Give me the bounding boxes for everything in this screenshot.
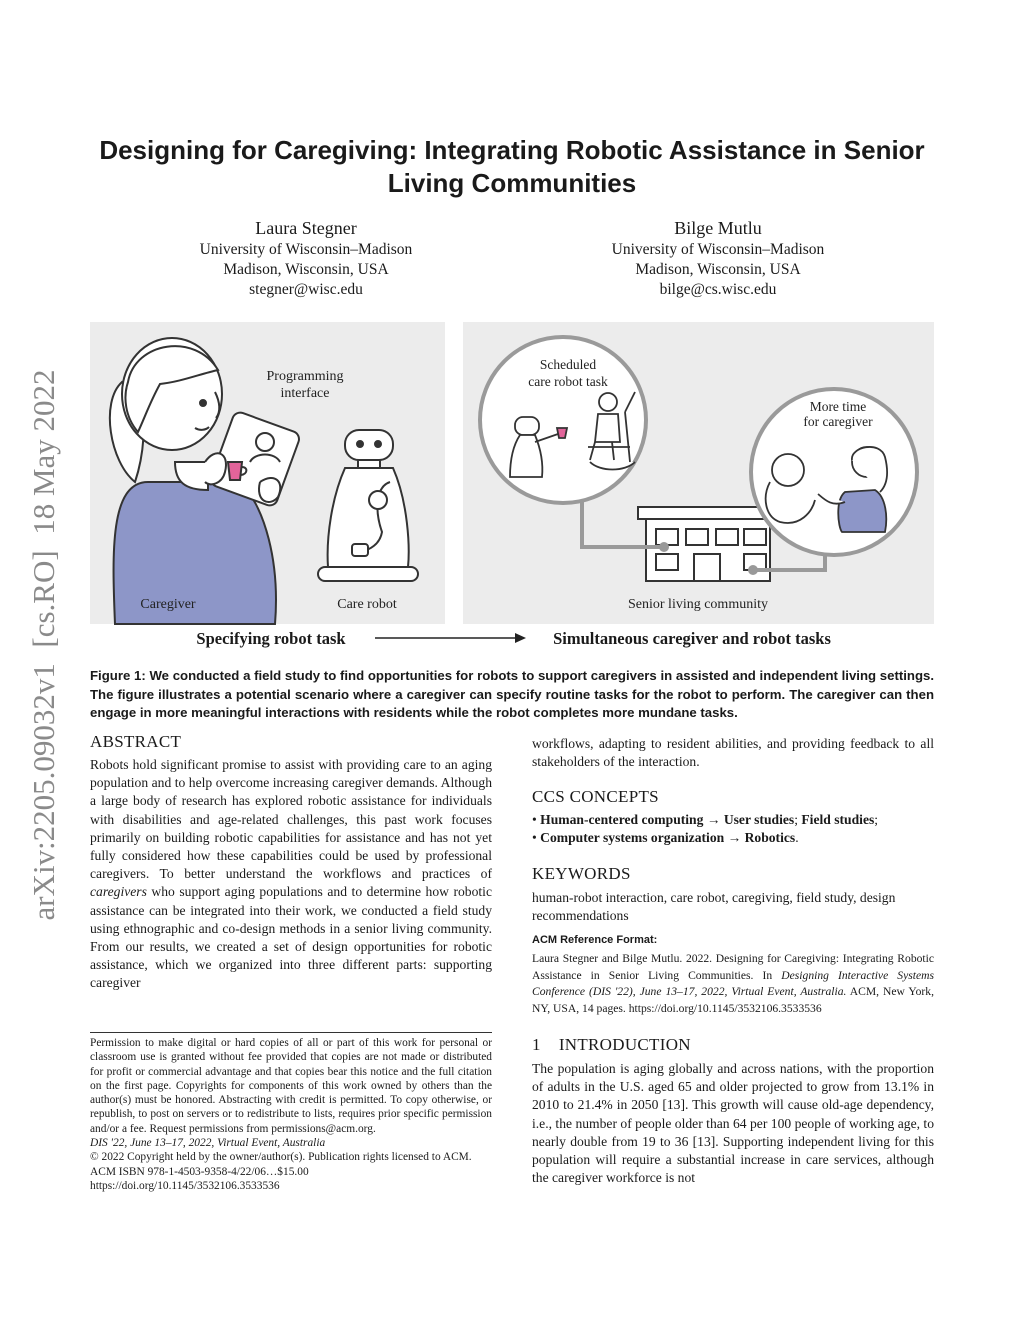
keywords-heading: KEYWORDS bbox=[532, 864, 631, 883]
abstract-text-part: who support aging populations and to determine how robotic assistance can be integrated into their work, we conducted a field study using ethnographic and co-design methods in a senior living community. From our results, we created a set of design opportunities for robotic assistance, which we organized into three different parts: supporting caregiver bbox=[90, 884, 492, 991]
community-label: Senior living community bbox=[628, 597, 768, 612]
acm-ref-part: ACM, New York, NY, USA, 14 pages. https://doi.org/10.1145/3532106.3533536 bbox=[532, 985, 934, 1015]
author-email[interactable]: bilge@cs.wisc.edu bbox=[659, 281, 777, 298]
scheduled-task-label: care robot task bbox=[528, 374, 608, 389]
care-robot-label: Care robot bbox=[337, 597, 397, 612]
section-title: INTRODUCTION bbox=[558, 1035, 691, 1054]
acm-ref-heading: ACM Reference Format: bbox=[532, 934, 658, 946]
venue-text: DIS '22, June 13–17, 2022, Virtual Event, Australia bbox=[90, 1137, 326, 1150]
author-email[interactable]: stegner@wisc.edu bbox=[249, 281, 363, 298]
doi-link[interactable]: https://doi.org/10.1145/3532106.3533536 bbox=[90, 1179, 280, 1192]
author-block-1 bbox=[176, 216, 436, 300]
abstract-heading: ABSTRACT bbox=[90, 732, 182, 751]
ccs-line: • Human-centered computing → User studies; Field studies; bbox=[532, 812, 879, 827]
ccs-term: Robotics bbox=[744, 830, 796, 846]
abstract-continuation: workflows, adapting to resident abilities, and providing feedback to all stakeholders of the interaction. bbox=[532, 736, 934, 770]
author-name: Laura Stegner bbox=[255, 218, 357, 238]
more-time-label: More time bbox=[809, 399, 867, 414]
ccs-term: Computer systems organization bbox=[540, 830, 725, 846]
figure-1 bbox=[90, 322, 934, 654]
author-name: Bilge Mutlu bbox=[674, 218, 762, 238]
acm-ref-text bbox=[532, 951, 934, 1017]
ccs-term: User studies bbox=[723, 812, 795, 827]
abstract-text bbox=[90, 756, 492, 993]
author-affiliation: University of Wisconsin–Madison bbox=[611, 241, 825, 258]
ccs-concepts bbox=[532, 811, 942, 847]
figure-caption: Figure 1: We conducted a field study to find opportunities for robots to support caregivers in assisted and independent living settings. The figure illustrates a potential scenario where a caregiver can specify routine tasks for the robot to perform. The caregiver can then engage in more meaningful interactions with residents while the robot completes more mundane tasks. bbox=[90, 668, 934, 720]
paper-title: Designing for Caregiving: Integrating Robotic Assistance in Senior Living Communities bbox=[99, 135, 925, 198]
simultaneous-tasks-label: Simultaneous caregiver and robot tasks bbox=[553, 629, 831, 648]
acm-ref-venue: Designing Interactive Systems Conference (DIS '22), June 13–17, 2022, Virtual Event, Australia. bbox=[532, 968, 934, 999]
section-number: 1 bbox=[532, 1035, 541, 1054]
ccs-line: • Computer systems organization → Robotics. bbox=[532, 830, 799, 846]
acm-ref-part: Laura Stegner and Bilge Mutlu. 2022. Designing for Caregiving: Integrating Robotic Assistance in Senior Living Communities. In bbox=[532, 952, 934, 982]
specifying-task-label: Specifying robot task bbox=[196, 629, 346, 648]
permission-text: Permission to make digital or hard copies of all or part of this work for personal or classroom use is granted without fee provided that copies are not made or distributed for profit or commercial advantage and that copies bear this notice and the full citation on the first page. Copyrights for components of this work owned by others than the author(s) must be honored. Abstracting with credit is permitted. To copy otherwise, or republish, to post on servers or to redistribute to lists, requires prior specific permission and/or a fee. Request permissions from permissions@acm.org. bbox=[90, 1037, 492, 1135]
isbn-text: ACM ISBN 978-1-4503-9358-4/22/06…$15.00 bbox=[90, 1165, 309, 1178]
abstract-emphasis: caregivers bbox=[90, 884, 147, 900]
arxiv-stamp-text: arXiv:2205.09032v1 [cs.RO] 18 May 2022 bbox=[26, 369, 61, 921]
interface-label: interface bbox=[280, 386, 330, 401]
ccs-arrow: → bbox=[703, 812, 724, 827]
caregiver-label: Caregiver bbox=[140, 597, 196, 612]
author-affiliation: University of Wisconsin–Madison bbox=[199, 241, 413, 258]
more-time-label: for caregiver bbox=[803, 414, 873, 429]
author-block-2 bbox=[588, 216, 848, 300]
abstract-text-part: Robots hold significant promise to assist with providing care to an aging population and to help overcome increasing caregiver demands. Although a large body of research has explored robotic assistance for individuals with disabilities and age-related challenges, this past work focuses primarily on building robotic capabilities for assistance and has not yet fully considered how these capabilities could be used by professional caregivers. To better understand the workflows and practices of bbox=[90, 757, 492, 882]
scheduled-task-label: Scheduled bbox=[539, 357, 597, 372]
arrow-icon bbox=[375, 633, 526, 643]
author-location: Madison, Wisconsin, USA bbox=[635, 261, 801, 278]
arxiv-stamp bbox=[12, 345, 72, 945]
intro-text: The population is aging globally and across nations, with the proportion of adults in the U.S. aged 65 and older projected to grow from 13.1% in 2010 to 21.4% in 2050 [13]. This growth will cause old-age dependency, i.e., the number of people older than 64 per 100 people of working age, to nearly double from 19 to 36 [13]. Supporting independent living for this population will require a substantial increase in care services, although the caregiver workforce is not bbox=[532, 1061, 934, 1186]
footnote-rule bbox=[90, 1032, 492, 1033]
keywords-text: human-robot interaction, care robot, caregiving, field study, design recommendations bbox=[532, 890, 896, 924]
interface-label: Programming bbox=[266, 369, 344, 384]
ccs-term: Human-centered computing bbox=[540, 812, 704, 827]
copyright-text: © 2022 Copyright held by the owner/author(s). Publication rights licensed to ACM. bbox=[90, 1151, 472, 1164]
permission-block bbox=[90, 1036, 492, 1193]
ccs-term: Field studies bbox=[801, 812, 875, 827]
ccs-arrow: → bbox=[724, 830, 745, 846]
intro-heading bbox=[532, 1035, 691, 1055]
author-location: Madison, Wisconsin, USA bbox=[223, 261, 389, 278]
ccs-heading: CCS CONCEPTS bbox=[532, 787, 659, 806]
